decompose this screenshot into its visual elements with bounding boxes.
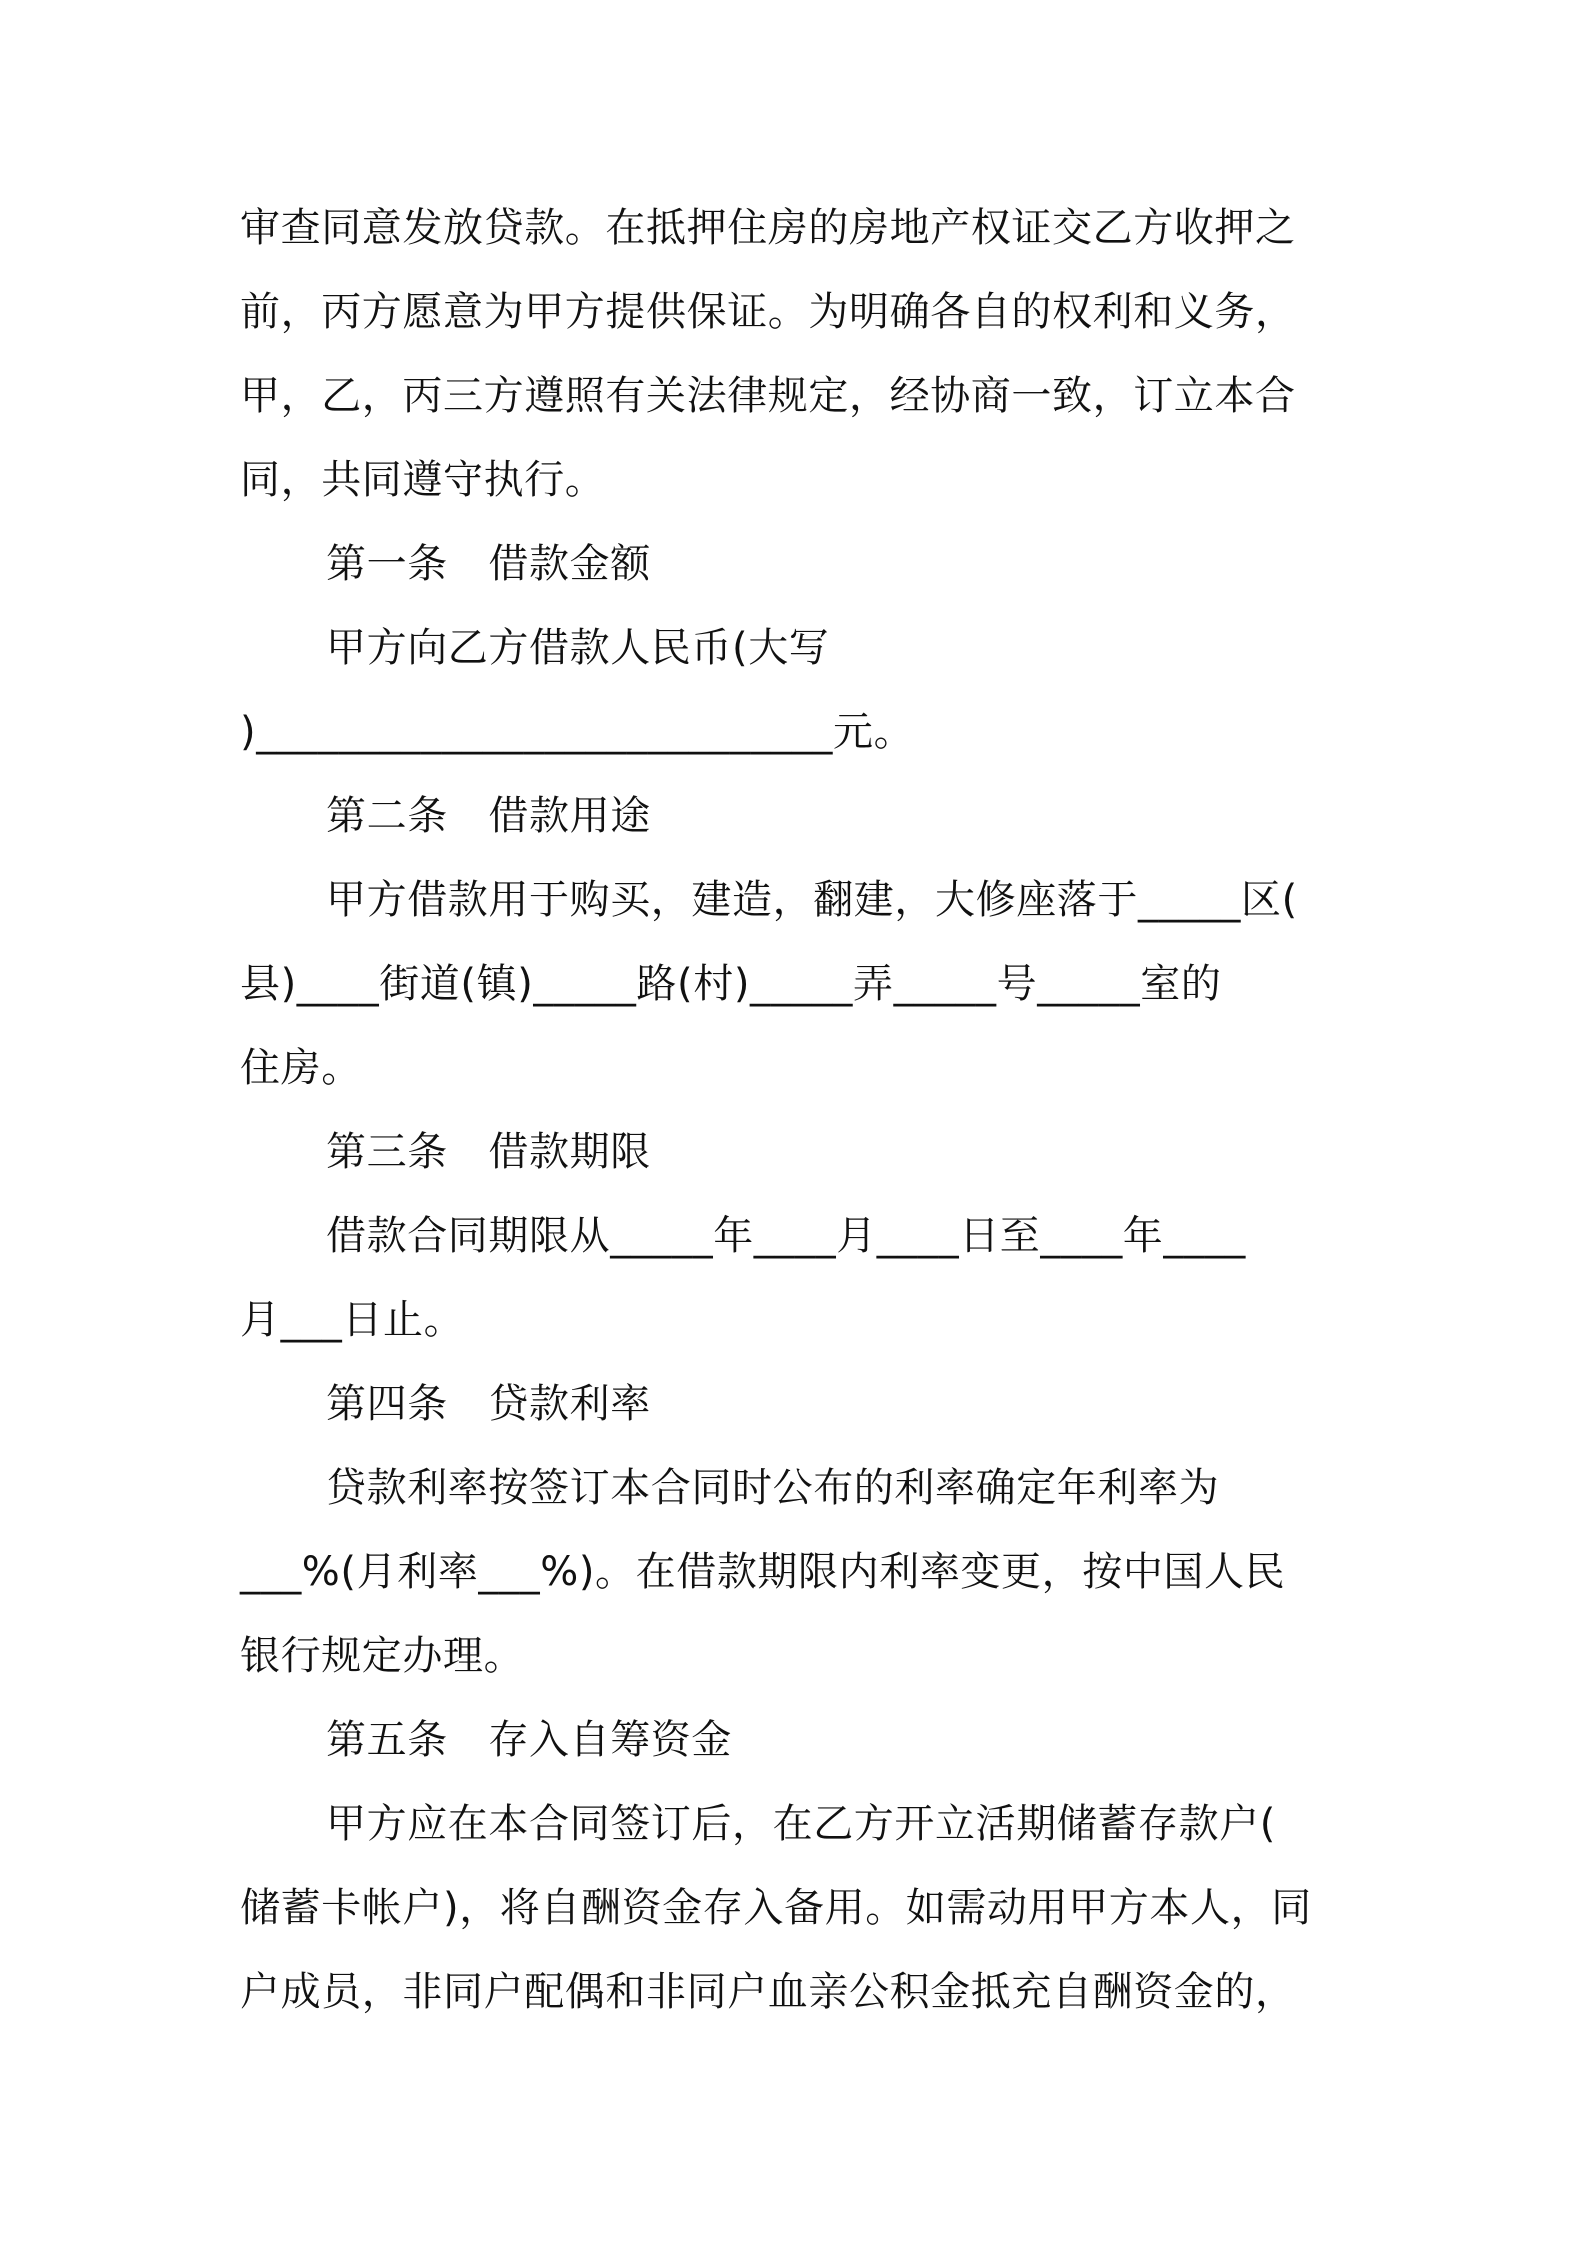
article-2-heading: 第二条 借款用途 (326, 793, 651, 839)
body-text-line: 同，共同遵守执行。 (240, 457, 606, 503)
body-text-line: 审查同意发放贷款。在抵押住房的房地产权证交乙方收押之 (240, 205, 1296, 251)
article-3-heading: 第三条 借款期限 (326, 1129, 651, 1175)
body-text-line: 借款合同期限从_____年____月____日至____年____ (326, 1213, 1246, 1259)
body-text-line: 住房。 (240, 1045, 362, 1091)
body-text-line: 甲方向乙方借款人民币(大写 (326, 625, 830, 671)
body-text-line: 县)____街道(镇)_____路(村)_____弄_____号_____室的 (240, 961, 1222, 1007)
article-5-heading: 第五条 存入自筹资金 (326, 1717, 732, 1763)
body-text-line: 贷款利率按签订本合同时公布的利率确定年利率为 (326, 1465, 1220, 1511)
body-text-line: 银行规定办理。 (240, 1633, 525, 1679)
body-text-line: 甲方借款用于购买，建造，翻建，大修座落于_____区( (326, 877, 1298, 923)
body-text-line: 甲方应在本合同签订后，在乙方开立活期储蓄存款户( (326, 1801, 1277, 1847)
body-text-line: 户成员，非同户配偶和非同户血亲公积金抵充自酬资金的， (240, 1969, 1296, 2015)
body-text-line: )____________________________元。 (240, 709, 915, 755)
article-1-heading: 第一条 借款金额 (326, 541, 651, 587)
body-text-line: 前，丙方愿意为甲方提供保证。为明确各自的权利和义务， (240, 289, 1296, 335)
body-text-line: 月___日止。 (240, 1297, 465, 1343)
article-4-heading: 第四条 贷款利率 (326, 1381, 651, 1427)
body-text-line: 储蓄卡帐户)，将自酬资金存入备用。如需动用甲方本人，同 (240, 1885, 1312, 1931)
body-text-line: 甲，乙，丙三方遵照有关法律规定，经协商一致，订立本合 (240, 373, 1296, 419)
body-text-line: ___%(月利率___%)。在借款期限内利率变更，按中国人民 (240, 1549, 1286, 1595)
